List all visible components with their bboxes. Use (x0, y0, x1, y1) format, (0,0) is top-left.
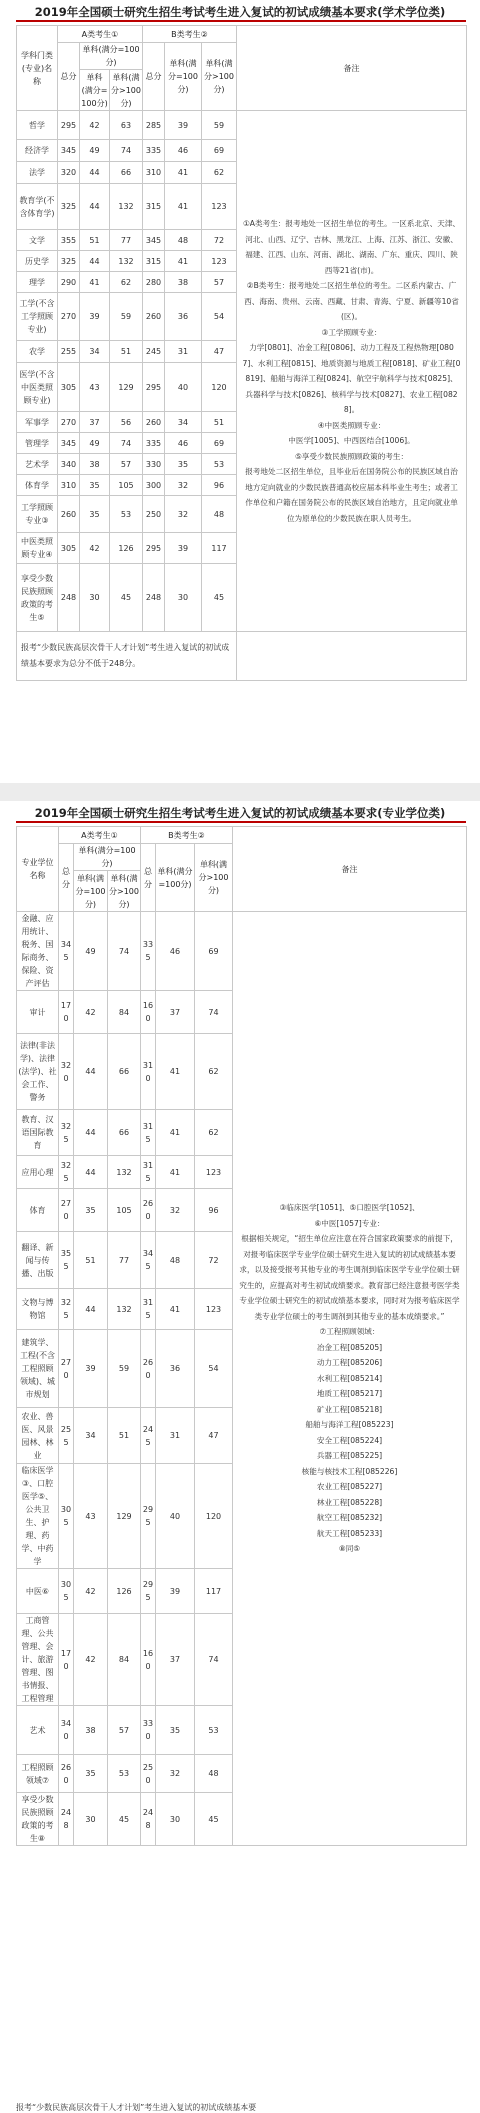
row-value: 270 (59, 1330, 74, 1408)
row-value: 132 (110, 251, 143, 272)
row-value: 41 (165, 162, 202, 184)
header-a-single100: 单科(满分=100分) (80, 70, 110, 111)
row-value: 315 (141, 1289, 156, 1330)
header-b-class: B类考生② (141, 827, 233, 844)
row-value: 345 (59, 912, 74, 991)
header-a-single: 单科(满分=100分) (74, 844, 141, 871)
section-divider (0, 783, 480, 801)
row-name: 享受少数民族照顾政策的考生⑤ (17, 564, 58, 632)
row-value: 44 (74, 1034, 108, 1110)
row-value: 37 (156, 991, 195, 1034)
row-value: 270 (58, 293, 80, 341)
row-value: 30 (80, 564, 110, 632)
row-value: 57 (202, 272, 237, 293)
row-value: 32 (165, 475, 202, 496)
row-value: 335 (143, 433, 165, 454)
row-value: 51 (110, 341, 143, 363)
row-value: 41 (156, 1034, 195, 1110)
row-value: 45 (195, 1793, 233, 1846)
row-value: 32 (156, 1755, 195, 1793)
row-name: 临床医学③、口腔医学⑤、公共卫生、护理、药学、中药学 (17, 1464, 59, 1569)
note-line: ③临床医学[1051]、⑤口腔医学[1052]、 (279, 1203, 420, 1213)
table2-title-underline (16, 821, 466, 823)
note-line: 兵器工程[085225] (316, 1451, 383, 1461)
row-value: 129 (108, 1464, 141, 1569)
row-value: 43 (74, 1464, 108, 1569)
note-line: 航空工程[085232] (316, 1513, 383, 1523)
header-b-single-gt100: 单科(满分>100分) (195, 844, 233, 912)
row-value: 305 (58, 533, 80, 564)
note-line: ⑥中医[1057]专业： (314, 1218, 385, 1228)
row-value: 325 (59, 1156, 74, 1189)
row-value: 40 (156, 1464, 195, 1569)
row-value: 305 (59, 1569, 74, 1614)
row-name: 法律(非法学)、法律(法学)、社会工作、警务 (17, 1034, 59, 1110)
row-value: 105 (110, 475, 143, 496)
note-line: 林业工程[085228] (316, 1497, 383, 1507)
row-value: 260 (59, 1755, 74, 1793)
note-line: ①A类考生：报考地处一区招生单位的考生。一区系北京、天津、河北、山西、辽宁、吉林、黑龙江、上海、江苏、浙江、安徽、福建、江西、山东、河南、湖北、湖南、广东、重庆、四川、陕西等21省(市)。 (243, 219, 461, 275)
row-value: 39 (165, 533, 202, 564)
header-discipline: 学科门类(专业)名称 (17, 26, 58, 111)
note-line: 矿业工程[085218] (316, 1404, 383, 1414)
row-name: 艺术 (17, 1706, 59, 1755)
note-line: 动力工程[085206] (316, 1358, 383, 1368)
notes-cell (233, 912, 467, 1846)
note-line: ⑤享受少数民族照顾政策的考生： (294, 451, 409, 461)
row-value: 44 (80, 251, 110, 272)
row-name: 中医类照顾专业④ (17, 533, 58, 564)
row-value: 96 (202, 475, 237, 496)
header-b-total: 总分 (141, 844, 156, 912)
row-name: 哲学 (17, 111, 58, 140)
row-value: 295 (58, 111, 80, 140)
row-name: 工学(不含工学照顾专业) (17, 293, 58, 341)
row-value: 77 (108, 1232, 141, 1289)
row-value: 66 (108, 1110, 141, 1156)
note-line: 农业工程[085227] (316, 1482, 383, 1492)
row-value: 57 (110, 454, 143, 475)
note-line: 安全工程[085224] (316, 1435, 383, 1445)
row-value: 74 (110, 140, 143, 162)
row-value: 290 (58, 272, 80, 293)
row-value: 260 (141, 1330, 156, 1408)
note-line: ④中医类照顾专业： (317, 420, 386, 430)
row-value: 39 (156, 1569, 195, 1614)
row-value: 315 (141, 1110, 156, 1156)
row-value: 72 (202, 230, 237, 251)
row-value: 260 (58, 496, 80, 533)
row-value: 54 (195, 1330, 233, 1408)
row-value: 355 (58, 230, 80, 251)
table2-title: 2019年全国硕士研究生招生考试考生进入复试的初试成绩基本要求(专业学位类) (34, 806, 446, 820)
row-value: 320 (59, 1034, 74, 1110)
row-value: 35 (80, 475, 110, 496)
row-value: 46 (165, 140, 202, 162)
row-value: 160 (141, 1614, 156, 1706)
row-value: 345 (58, 433, 80, 454)
row-value: 44 (74, 1289, 108, 1330)
header-b-single100: 单科(满分=100分) (156, 844, 195, 912)
note-line: 核能与核技术工程[085226] (301, 1466, 398, 1476)
row-name: 农学 (17, 341, 58, 363)
row-value: 47 (195, 1408, 233, 1464)
row-value: 51 (108, 1408, 141, 1464)
row-value: 46 (165, 433, 202, 454)
row-name: 文学 (17, 230, 58, 251)
row-value: 62 (195, 1110, 233, 1156)
row-name: 理学 (17, 272, 58, 293)
row-value: 51 (80, 230, 110, 251)
row-name: 金融、应用统计、税务、国际商务、保险、资产评估 (17, 912, 59, 991)
row-name: 享受少数民族照顾政策的考生⑧ (17, 1793, 59, 1846)
row-value: 44 (74, 1156, 108, 1189)
row-value: 40 (165, 363, 202, 412)
row-value: 38 (74, 1706, 108, 1755)
row-value: 105 (108, 1189, 141, 1232)
row-value: 41 (156, 1110, 195, 1156)
row-value: 248 (59, 1793, 74, 1846)
row-value: 117 (195, 1569, 233, 1614)
row-value: 315 (141, 1156, 156, 1189)
row-value: 295 (143, 363, 165, 412)
row-value: 295 (141, 1464, 156, 1569)
note-line: ②B类考生：报考地处二区招生单位的考生。二区系内蒙古、广西、海南、贵州、云南、西藏、甘肃、青海、宁夏、新疆等10省(区)。 (244, 281, 459, 321)
note-line: ⑧同⑤ (338, 1544, 361, 1554)
header-a-class: A类考生① (59, 827, 141, 844)
header-b-class: B类考生② (143, 26, 237, 43)
row-value: 39 (80, 293, 110, 341)
row-value: 59 (110, 293, 143, 341)
row-value: 250 (141, 1755, 156, 1793)
row-value: 335 (141, 912, 156, 991)
header-a-total: 总分 (59, 844, 74, 912)
row-value: 48 (195, 1755, 233, 1793)
row-value: 35 (80, 496, 110, 533)
note-line: 根据相关规定，“招生单位应注意在符合国家政策要求的前提下，对报考临床医学专业学位硕士研究生进入复试的初试成绩基本要求，以及接受报考其他专业的考生调剂到临床医学专业学位硕士研究生的，应提高对考生初试成绩要求。教育部已经注意报考医学类专业学位硕士研究生的初试成绩基本要求，同时对为报考临床医学类专业学位硕士的考生调剂到其他专业的基本成绩要求。” (239, 1234, 460, 1321)
row-name: 教育学(不含体育学) (17, 184, 58, 230)
row-value: 325 (59, 1289, 74, 1330)
row-value: 305 (59, 1464, 74, 1569)
row-value: 260 (143, 293, 165, 341)
row-value: 38 (80, 454, 110, 475)
row-value: 74 (108, 912, 141, 991)
row-value: 248 (141, 1793, 156, 1846)
row-value: 35 (156, 1706, 195, 1755)
row-name: 农业、兽医、风景园林、林业 (17, 1408, 59, 1464)
row-value: 30 (165, 564, 202, 632)
row-value: 335 (143, 140, 165, 162)
row-value: 63 (110, 111, 143, 140)
row-name: 工程照顾领域⑦ (17, 1755, 59, 1793)
note-line: 中医学[1005]、中西医结合[1006]。 (288, 436, 415, 445)
note-line: ⑦工程照顾领域： (319, 1327, 380, 1337)
row-name: 管理学 (17, 433, 58, 454)
row-value: 123 (202, 184, 237, 230)
header-a-single-gt100: 单科(满分>100分) (108, 871, 141, 912)
row-value: 300 (143, 475, 165, 496)
row-value: 38 (165, 272, 202, 293)
row-value: 62 (202, 162, 237, 184)
row-name: 工学照顾专业③ (17, 496, 58, 533)
row-value: 34 (165, 412, 202, 433)
table2-footnote: 报考“少数民族高层次骨干人才计划”考生进入复试的初试成绩基本要 (16, 2103, 257, 2112)
row-value: 132 (108, 1156, 141, 1189)
row-value: 270 (59, 1189, 74, 1232)
row-value: 62 (110, 272, 143, 293)
row-value: 126 (110, 533, 143, 564)
row-value: 330 (143, 454, 165, 475)
row-value: 170 (59, 1614, 74, 1706)
note-line: 地质工程[085217] (316, 1389, 383, 1399)
row-value: 53 (108, 1755, 141, 1793)
row-value: 53 (202, 454, 237, 475)
row-value: 41 (156, 1289, 195, 1330)
row-value: 44 (80, 184, 110, 230)
note-line: 力学[0801]、冶金工程[0806]、动力工程及工程热物理[0807]、水利工程[0815]、地质资源与地质工程[0818]、矿业工程[0819]、船舶与海洋工程[0824]、航空宇航科学与技术[0825]、兵器科学与技术[0826]、核科学与技术[0827]、农业工程[0828]。 (242, 343, 461, 414)
row-value: 132 (108, 1289, 141, 1330)
row-value: 255 (58, 341, 80, 363)
row-value: 42 (80, 533, 110, 564)
row-value: 126 (108, 1569, 141, 1614)
row-value: 310 (143, 162, 165, 184)
row-value: 160 (141, 991, 156, 1034)
header-a-single-gt100: 单科(满分>100分) (110, 70, 143, 111)
row-value: 66 (110, 162, 143, 184)
header-a-class: A类考生① (58, 26, 143, 43)
row-value: 41 (80, 272, 110, 293)
row-name: 艺术学 (17, 454, 58, 475)
row-value: 41 (165, 251, 202, 272)
row-value: 44 (80, 162, 110, 184)
header-b-total: 总分 (143, 43, 165, 111)
table1-title: 2019年全国硕士研究生招生考试考生进入复试的初试成绩基本要求(学术学位类) (34, 5, 446, 19)
row-value: 84 (108, 1614, 141, 1706)
note-line: 报考地处二区招生单位，且毕业后在国务院公布的民族区域自治地方定向就业的少数民族普通高校应届本科毕业生考生；或者工作单位和户籍在国务院公布的民族区域自治地方，且定向就业单位为原单位的少数民族在职人员考生。 (245, 467, 458, 523)
row-value: 35 (165, 454, 202, 475)
row-value: 295 (143, 533, 165, 564)
row-name: 教育、汉语国际教育 (17, 1110, 59, 1156)
row-value: 51 (202, 412, 237, 433)
row-value: 44 (74, 1110, 108, 1156)
row-value: 32 (165, 496, 202, 533)
row-name: 建筑学、工程(不含工程照顾领域)、城市规划 (17, 1330, 59, 1408)
table-row (17, 912, 467, 991)
table-row (17, 111, 467, 140)
row-value: 255 (59, 1408, 74, 1464)
row-value: 45 (110, 564, 143, 632)
row-value: 315 (143, 251, 165, 272)
row-value: 132 (110, 184, 143, 230)
header-discipline: 专业学位名称 (17, 827, 59, 912)
row-value: 53 (195, 1706, 233, 1755)
row-value: 248 (143, 564, 165, 632)
row-value: 77 (110, 230, 143, 251)
row-value: 30 (74, 1793, 108, 1846)
row-value: 330 (141, 1706, 156, 1755)
row-value: 53 (110, 496, 143, 533)
row-value: 62 (195, 1034, 233, 1110)
row-value: 57 (108, 1706, 141, 1755)
row-value: 37 (80, 412, 110, 433)
row-value: 260 (141, 1189, 156, 1232)
row-value: 270 (58, 412, 80, 433)
header-a-total: 总分 (58, 43, 80, 111)
row-value: 120 (195, 1464, 233, 1569)
row-name: 翻译、新闻与传播、出版 (17, 1232, 59, 1289)
row-value: 295 (141, 1569, 156, 1614)
row-value: 37 (156, 1614, 195, 1706)
row-value: 74 (195, 991, 233, 1034)
row-value: 250 (143, 496, 165, 533)
footnote-empty (237, 632, 467, 681)
row-value: 69 (202, 140, 237, 162)
row-value: 345 (58, 140, 80, 162)
notes-cell (237, 111, 467, 632)
row-value: 39 (165, 111, 202, 140)
row-value: 56 (110, 412, 143, 433)
row-value: 46 (156, 912, 195, 991)
table1 (16, 25, 467, 681)
row-value: 36 (156, 1330, 195, 1408)
note-line: ③工学照顾专业： (321, 327, 382, 337)
row-value: 96 (195, 1189, 233, 1232)
header-notes: 备注 (233, 827, 467, 912)
row-value: 45 (108, 1793, 141, 1846)
row-value: 49 (80, 433, 110, 454)
row-value: 35 (74, 1755, 108, 1793)
row-value: 48 (156, 1232, 195, 1289)
table-footnote: 报考“少数民族高层次骨干人才计划”考生进入复试的初试成绩基本要求为总分不低于248分。 (17, 632, 237, 681)
note-line: 冶金工程[085205] (316, 1342, 383, 1352)
row-name: 经济学 (17, 140, 58, 162)
row-value: 340 (59, 1706, 74, 1755)
row-value: 32 (156, 1189, 195, 1232)
header-a-single: 单科(满分=100分) (80, 43, 143, 70)
row-value: 34 (80, 341, 110, 363)
row-value: 245 (141, 1408, 156, 1464)
row-name: 医学(不含中医类照顾专业) (17, 363, 58, 412)
row-name: 审计 (17, 991, 59, 1034)
row-value: 72 (195, 1232, 233, 1289)
row-value: 320 (58, 162, 80, 184)
note-line: 航天工程[085233] (316, 1528, 383, 1538)
row-value: 49 (80, 140, 110, 162)
header-b-single100: 单科(满分=100分) (165, 43, 202, 111)
row-value: 48 (165, 230, 202, 251)
row-value: 123 (195, 1289, 233, 1330)
row-value: 54 (202, 293, 237, 341)
row-value: 117 (202, 533, 237, 564)
row-value: 325 (58, 251, 80, 272)
row-name: 文物与博物馆 (17, 1289, 59, 1330)
row-value: 47 (202, 341, 237, 363)
row-value: 74 (195, 1614, 233, 1706)
row-value: 285 (143, 111, 165, 140)
row-value: 66 (108, 1034, 141, 1110)
row-name: 应用心理 (17, 1156, 59, 1189)
row-value: 345 (143, 230, 165, 251)
header-notes: 备注 (237, 26, 467, 111)
row-value: 69 (202, 433, 237, 454)
row-value: 41 (165, 184, 202, 230)
row-value: 123 (195, 1156, 233, 1189)
row-value: 51 (74, 1232, 108, 1289)
row-value: 42 (74, 991, 108, 1034)
row-value: 34 (74, 1408, 108, 1464)
row-name: 工商管理、公共管理、会计、旅游管理、图书情报、工程管理 (17, 1614, 59, 1706)
row-value: 42 (74, 1614, 108, 1706)
row-value: 310 (141, 1034, 156, 1110)
row-value: 305 (58, 363, 80, 412)
row-value: 31 (156, 1408, 195, 1464)
row-value: 74 (110, 433, 143, 454)
row-value: 260 (143, 412, 165, 433)
row-value: 69 (195, 912, 233, 991)
row-name: 体育 (17, 1189, 59, 1232)
row-value: 129 (110, 363, 143, 412)
row-value: 36 (165, 293, 202, 341)
row-name: 军事学 (17, 412, 58, 433)
row-value: 355 (59, 1232, 74, 1289)
row-value: 39 (74, 1330, 108, 1408)
row-value: 310 (58, 475, 80, 496)
note-line: 船舶与海洋工程[085223] (305, 1420, 394, 1430)
header-a-single100: 单科(满分=100分) (74, 871, 108, 912)
header-b-single-gt100: 单科(满分>100分) (202, 43, 237, 111)
row-value: 48 (202, 496, 237, 533)
row-value: 84 (108, 991, 141, 1034)
row-value: 59 (108, 1330, 141, 1408)
row-value: 43 (80, 363, 110, 412)
row-value: 59 (202, 111, 237, 140)
row-value: 30 (156, 1793, 195, 1846)
row-name: 法学 (17, 162, 58, 184)
row-value: 42 (74, 1569, 108, 1614)
row-value: 170 (59, 991, 74, 1034)
row-value: 280 (143, 272, 165, 293)
row-value: 35 (74, 1189, 108, 1232)
note-line: 水利工程[085214] (316, 1373, 383, 1383)
row-value: 345 (141, 1232, 156, 1289)
row-value: 315 (143, 184, 165, 230)
row-name: 体育学 (17, 475, 58, 496)
row-value: 45 (202, 564, 237, 632)
row-value: 49 (74, 912, 108, 991)
row-value: 42 (80, 111, 110, 140)
row-value: 123 (202, 251, 237, 272)
row-value: 248 (58, 564, 80, 632)
row-value: 41 (156, 1156, 195, 1189)
row-value: 325 (59, 1110, 74, 1156)
row-name: 中医⑥ (17, 1569, 59, 1614)
row-value: 340 (58, 454, 80, 475)
row-value: 325 (58, 184, 80, 230)
row-value: 31 (165, 341, 202, 363)
table2 (16, 826, 467, 1846)
row-name: 历史学 (17, 251, 58, 272)
table1-title-underline (16, 20, 466, 22)
row-value: 245 (143, 341, 165, 363)
row-value: 120 (202, 363, 237, 412)
